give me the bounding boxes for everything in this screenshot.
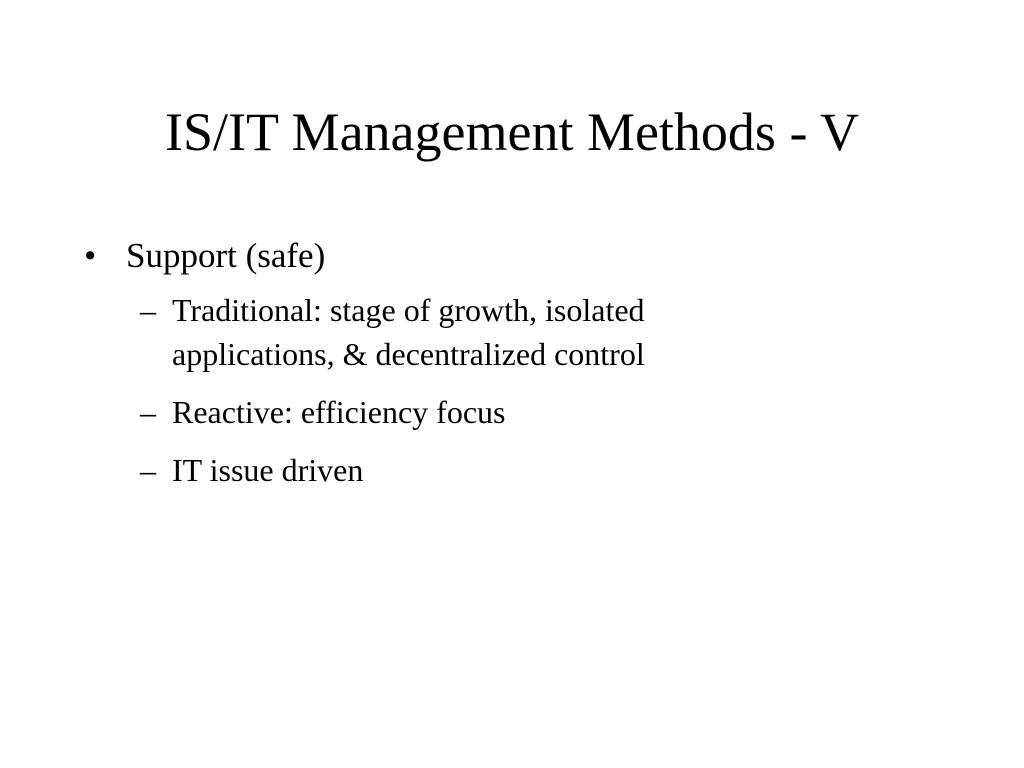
sub-bullet-item-it-issue [126,448,944,492]
dash-marker: – [140,292,156,328]
bullet-marker: • [84,236,97,275]
sub-bullet-item-reactive [126,390,944,434]
bullet-item-support [84,234,944,492]
slide-title: IS/IT Management Methods - V [165,102,859,162]
sub-bullet-text: IT issue driven [172,452,364,488]
bullet-text: Support (safe) [126,236,326,275]
sub-bullet-list [126,288,944,492]
bullet-list [84,234,944,506]
sub-bullet-item-traditional [126,288,944,376]
sub-bullet-text: Traditional: stage of growth, isolated applications, & decentralized control [172,292,645,372]
dash-marker: – [140,394,156,430]
dash-marker: – [140,452,156,488]
sub-bullet-text: Reactive: efficiency focus [172,394,506,430]
